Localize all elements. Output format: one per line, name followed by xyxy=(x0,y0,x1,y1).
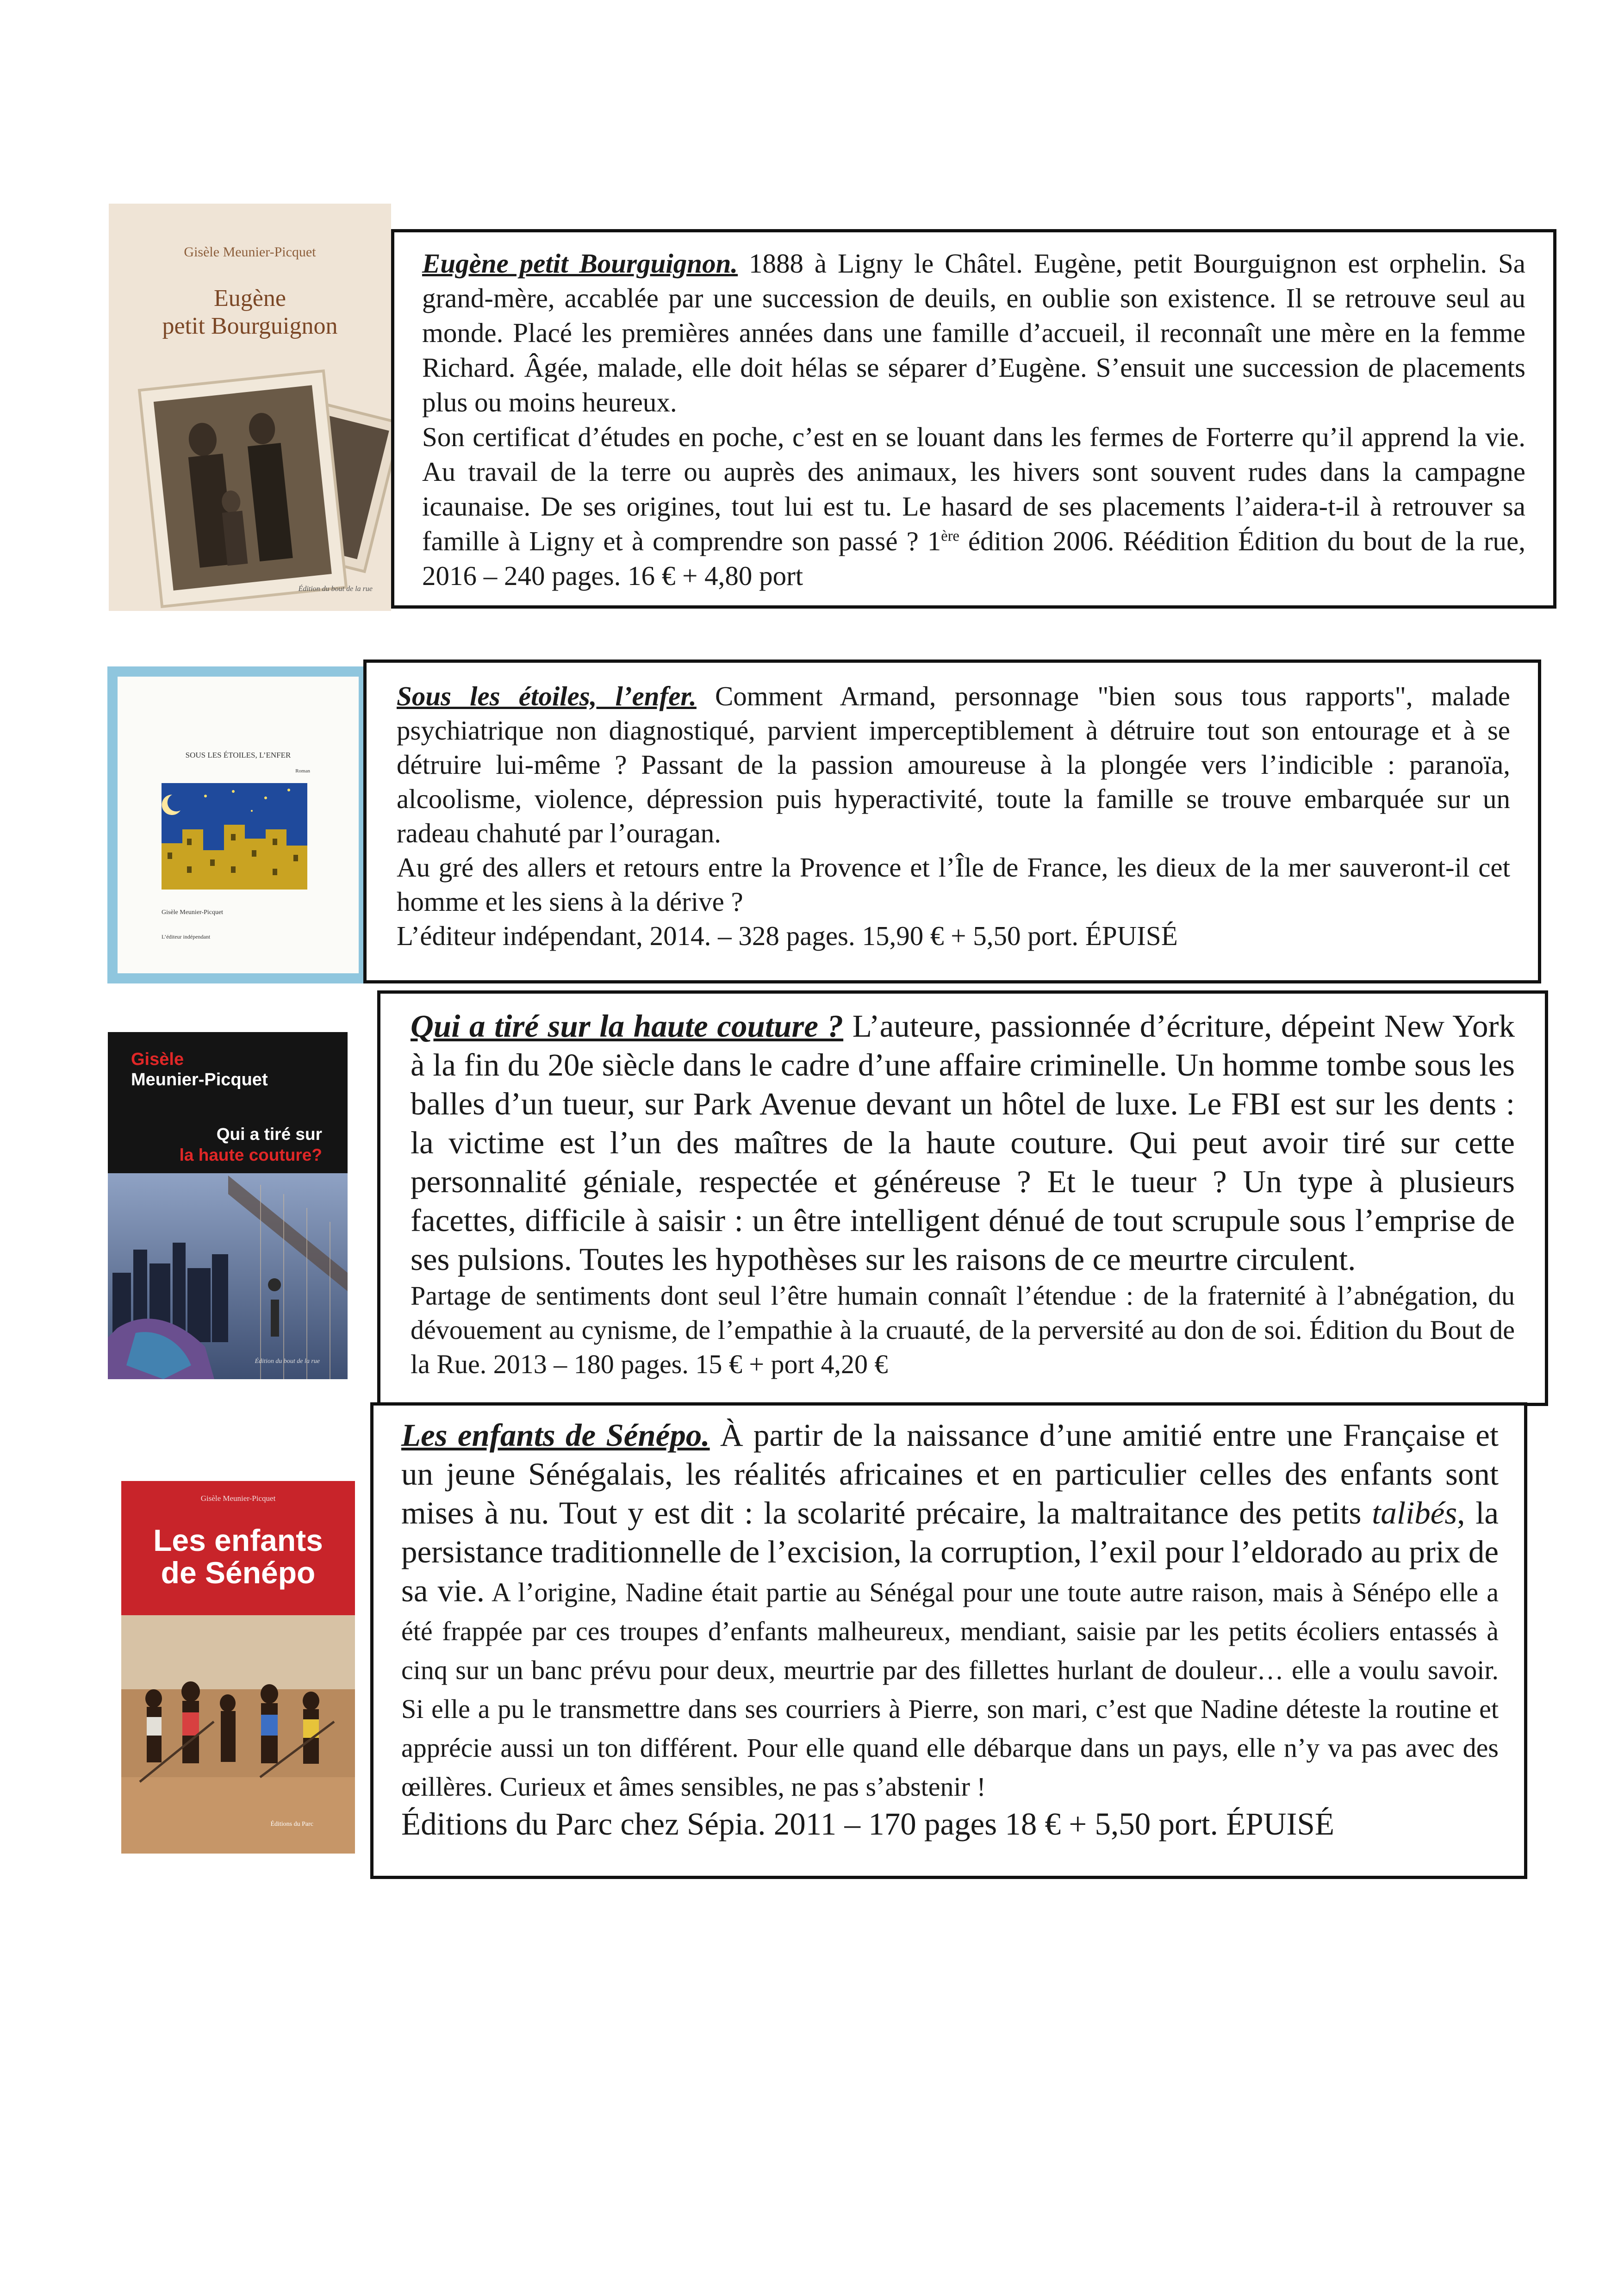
book-description-haute-couture xyxy=(377,990,1548,1406)
cover-publisher: L’éditeur indépendant xyxy=(162,933,211,940)
book-description-enfants-de-senepo xyxy=(370,1402,1527,1879)
book-title: Qui a tiré sur la haute couture ? xyxy=(411,1008,844,1044)
cover-author: Gisèle Meunier-Picquet xyxy=(162,909,224,916)
night-city-illustration xyxy=(118,677,359,973)
vintage-photo-illustration xyxy=(109,204,391,611)
book-cover-sous-les-etoiles xyxy=(107,666,369,983)
book-cover-haute-couture xyxy=(108,1032,348,1379)
book-summary-continued: Partage de sentiments dont seul l’être humain connaît l’étendue : de la fraternité à l’abnégation, du dévouement au cynisme, de l’empathie à la cruauté, de la perversité au don de soi. Édition du Bout de la Rue. 2013 – 180 pages. 15 € + port 4,20 € xyxy=(411,1281,1515,1379)
book-cover-enfants-de-senepo xyxy=(121,1481,355,1854)
cover-title: SOUS LES ÉTOILES, L’ENFER xyxy=(185,751,291,759)
cover-title-line2: petit Bourguignon xyxy=(162,313,338,339)
book-publication-info: édition 2006. Réédition Édition du bout de la rue, 2016 – 240 pages. 16 € + 4,80 port xyxy=(422,526,1525,591)
book-description-eugene xyxy=(391,229,1556,609)
cover-author: Gisèle Meunier-Picquet xyxy=(184,244,316,260)
cover-publisher: Édition du bout de la rue xyxy=(255,1358,320,1365)
cover-title-line2: la haute couture? xyxy=(179,1145,322,1164)
book-summary: 1888 à Ligny le Châtel. Eugène, petit Bourguignon est orphelin. Sa grand-mère, accablée par une succession de deuils, en oublie son existence. Il se retrouve seul au monde. Placé les premières années dans une famille d’accueil, il reconnaît une mère en la femme Richard. Âgée, malade, elle doit hélas se séparer d’Eugène. S’ensuit une succession de placements plus ou moins heureux. xyxy=(422,248,1525,417)
cover-title-line1: Les enfants xyxy=(153,1523,323,1557)
cover-publisher: Éditions du Parc xyxy=(270,1821,313,1828)
book-summary-continued: Son certificat d’études en poche, c’est en se louant dans les fermes de Forterre qu’il apprend la vie. Au travail de la terre ou auprès des animaux, les hivers sont souvent rudes dans la campagne icaunaise. De ses origines, tout lui est tu. Le hasard de ses placements l’aidera-t-il à retrouver sa famille à Ligny et à comprendre son passé ? 1 xyxy=(422,422,1525,556)
book-summary-continued: Au gré des allers et retours entre la Provence et l’Île de France, les dieux de la mer sauveront-il cet homme et les siens à la dérive ? xyxy=(397,852,1510,917)
cover-title-line1: Eugène xyxy=(214,285,286,311)
cover-author: Gisèle Meunier-Picquet xyxy=(200,1494,276,1503)
cover-genre: Roman xyxy=(295,768,310,774)
book-publication-info: Éditions du Parc chez Sépia. 2011 – 170 pages 18 € + 5,50 port. ÉPUISÉ xyxy=(401,1806,1334,1842)
cover-title-line1: Qui a tiré sur xyxy=(216,1125,322,1144)
book-summary-italic-term: talibés xyxy=(1372,1495,1457,1531)
book-title: Sous les étoiles, l’enfer. xyxy=(397,681,697,711)
cover-author-line1: Gisèle xyxy=(131,1050,184,1069)
book-summary-end: , la persistance traditionnelle de l’excision, la corruption, l’exil pour l’eldorado au prix de sa vie. xyxy=(401,1495,1499,1608)
book-summary-continued: A l’origine, Nadine était partie au Sénégal pour une toute autre raison, mais à Sénépo elle a été frappée par ces troupes d’enfants malheureux, mendiant, saisie par les petits écoliers entassés à cinq sur un banc prévu pour deux, meurtrie par des fillettes hurlant de douleur… elle a voulu savoir. Si elle a pu le transmettre dans ses courriers à Pierre, son mari, c’est que Nadine déteste la routine et apprécie aussi un ton différent. Pour elle quand elle débarque dans un pays, elle n’y va pas avec des œillères. Curieux et âmes sensibles, ne pas s’abstenir ! xyxy=(401,1577,1499,1802)
book-summary: L’auteure, passionnée d’écriture, dépeint New York à la fin du 20e siècle dans le cadre d’une affaire criminelle. Un homme tombe sous les balles d’un tueur, sur Park Avenue devant un hôtel de luxe. Le FBI est sur les dents : la victime est l’un des maîtres de la haute couture. Qui peut avoir tiré sur cette personnalité géniale, respectée et généreuse ? Et le tueur ? Un type à plusieurs facettes, difficile à saisir : un être intelligent dénué de tout scrupule sous l’emprise de ses pulsions. Toutes les hypothèses sur les raisons de ce meurtre circulent. xyxy=(411,1008,1515,1277)
cover-author-line2: Meunier-Picquet xyxy=(131,1070,268,1089)
book-description-sous-les-etoiles xyxy=(363,660,1541,983)
book-cover-eugene xyxy=(109,204,391,611)
new-york-skyline-illustration xyxy=(108,1032,348,1379)
book-title: Eugène petit Bourguignon. xyxy=(422,248,738,279)
book-publication-info: L’éditeur indépendant, 2014. – 328 pages. 15,90 € + 5,50 port. ÉPUISÉ xyxy=(397,921,1178,951)
children-photo-illustration xyxy=(121,1481,355,1854)
book-title: Les enfants de Sénépo. xyxy=(401,1418,710,1453)
cover-title-line2: de Sénépo xyxy=(161,1556,316,1590)
cover-publisher: Édition du bout de la rue xyxy=(298,585,373,593)
book-summary: Comment Armand, personnage "bien sous tous rapports", malade psychiatrique non diagnostiqué, parvient imperceptiblement à détruire tout son entourage et à se détruire lui-même ? Passant de la passion amoureuse à la plongée vers l’indicible : paranoïa, alcoolisme, violence, dépression puis hyperactivité, toute la famille se trouve embarquée sur un radeau chahuté par l’ouragan. xyxy=(397,681,1510,848)
book-summary: À partir de la naissance d’une amitié entre une Française et un jeune Sénégalais, les réalités africaines et en particulier celles des enfants sont mises à nu. Tout y est dit : la scolarité précaire, la maltraitance des petits xyxy=(401,1418,1499,1531)
superscript-ere: ère xyxy=(941,528,959,545)
